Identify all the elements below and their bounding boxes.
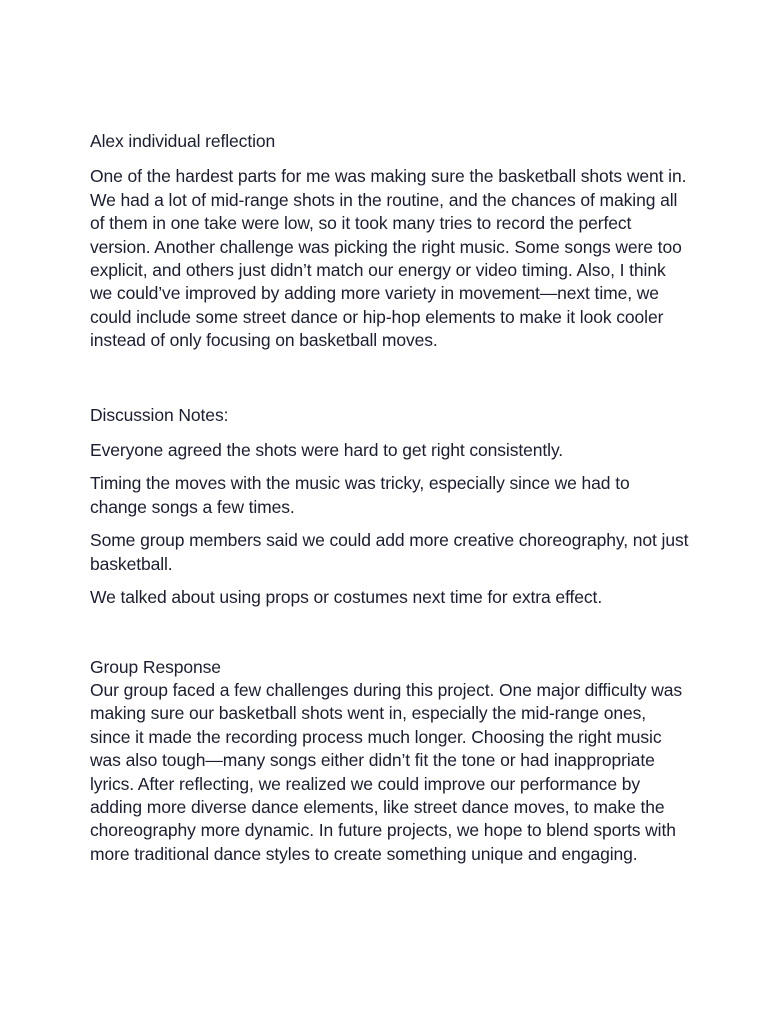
- individual-reflection-section: [90, 130, 690, 353]
- document-page: [90, 130, 690, 866]
- group-response-section: [90, 656, 690, 867]
- discussion-note: Some group members said we could add more creative choreography, not just basketball.: [90, 530, 689, 574]
- discussion-note: Timing the moves with the music was tricky, especially since we had to change songs a few times.: [90, 473, 630, 517]
- group-response-heading: Group Response: [90, 656, 221, 677]
- discussion-note: We talked about using props or costumes next time for extra effect.: [90, 587, 603, 608]
- reflection-heading: Alex individual reflection: [90, 131, 276, 151]
- reflection-body: One of the hardest parts for me was making sure the basketball shots went in. We had a lot of mid-range shots in the routine, and the chances of making all of them in one take were low, so it took many tries to record the perfect version. Another challenge was picking the right music. Some songs were too explicit, and others just didn’t match our energy or video timing. Also, I think we could’ve improved by adding more variety in movement—next time, we could include some street dance or hip-hop elements to make it look cooler instead of only focusing on basketball moves.: [90, 166, 687, 351]
- discussion-note: Everyone agreed the shots were hard to get right consistently.: [90, 440, 564, 461]
- group-response-body: Our group faced a few challenges during this project. One major difficulty was making sure our basketball shots went in, especially the mid-range ones, since it made the recording process much longer. Choosing the right music was also tough—many songs either didn’t fit the tone or had inappropriate lyrics. After reflecting, we realized we could improve our performance by adding more diverse dance elements, like street dance moves, to make the choreography more dynamic. In future projects, we hope to blend sports with more traditional dance styles to create something unique and engaging.: [90, 679, 683, 864]
- discussion-heading: Discussion Notes:: [90, 404, 229, 425]
- discussion-notes-section: [90, 404, 690, 610]
